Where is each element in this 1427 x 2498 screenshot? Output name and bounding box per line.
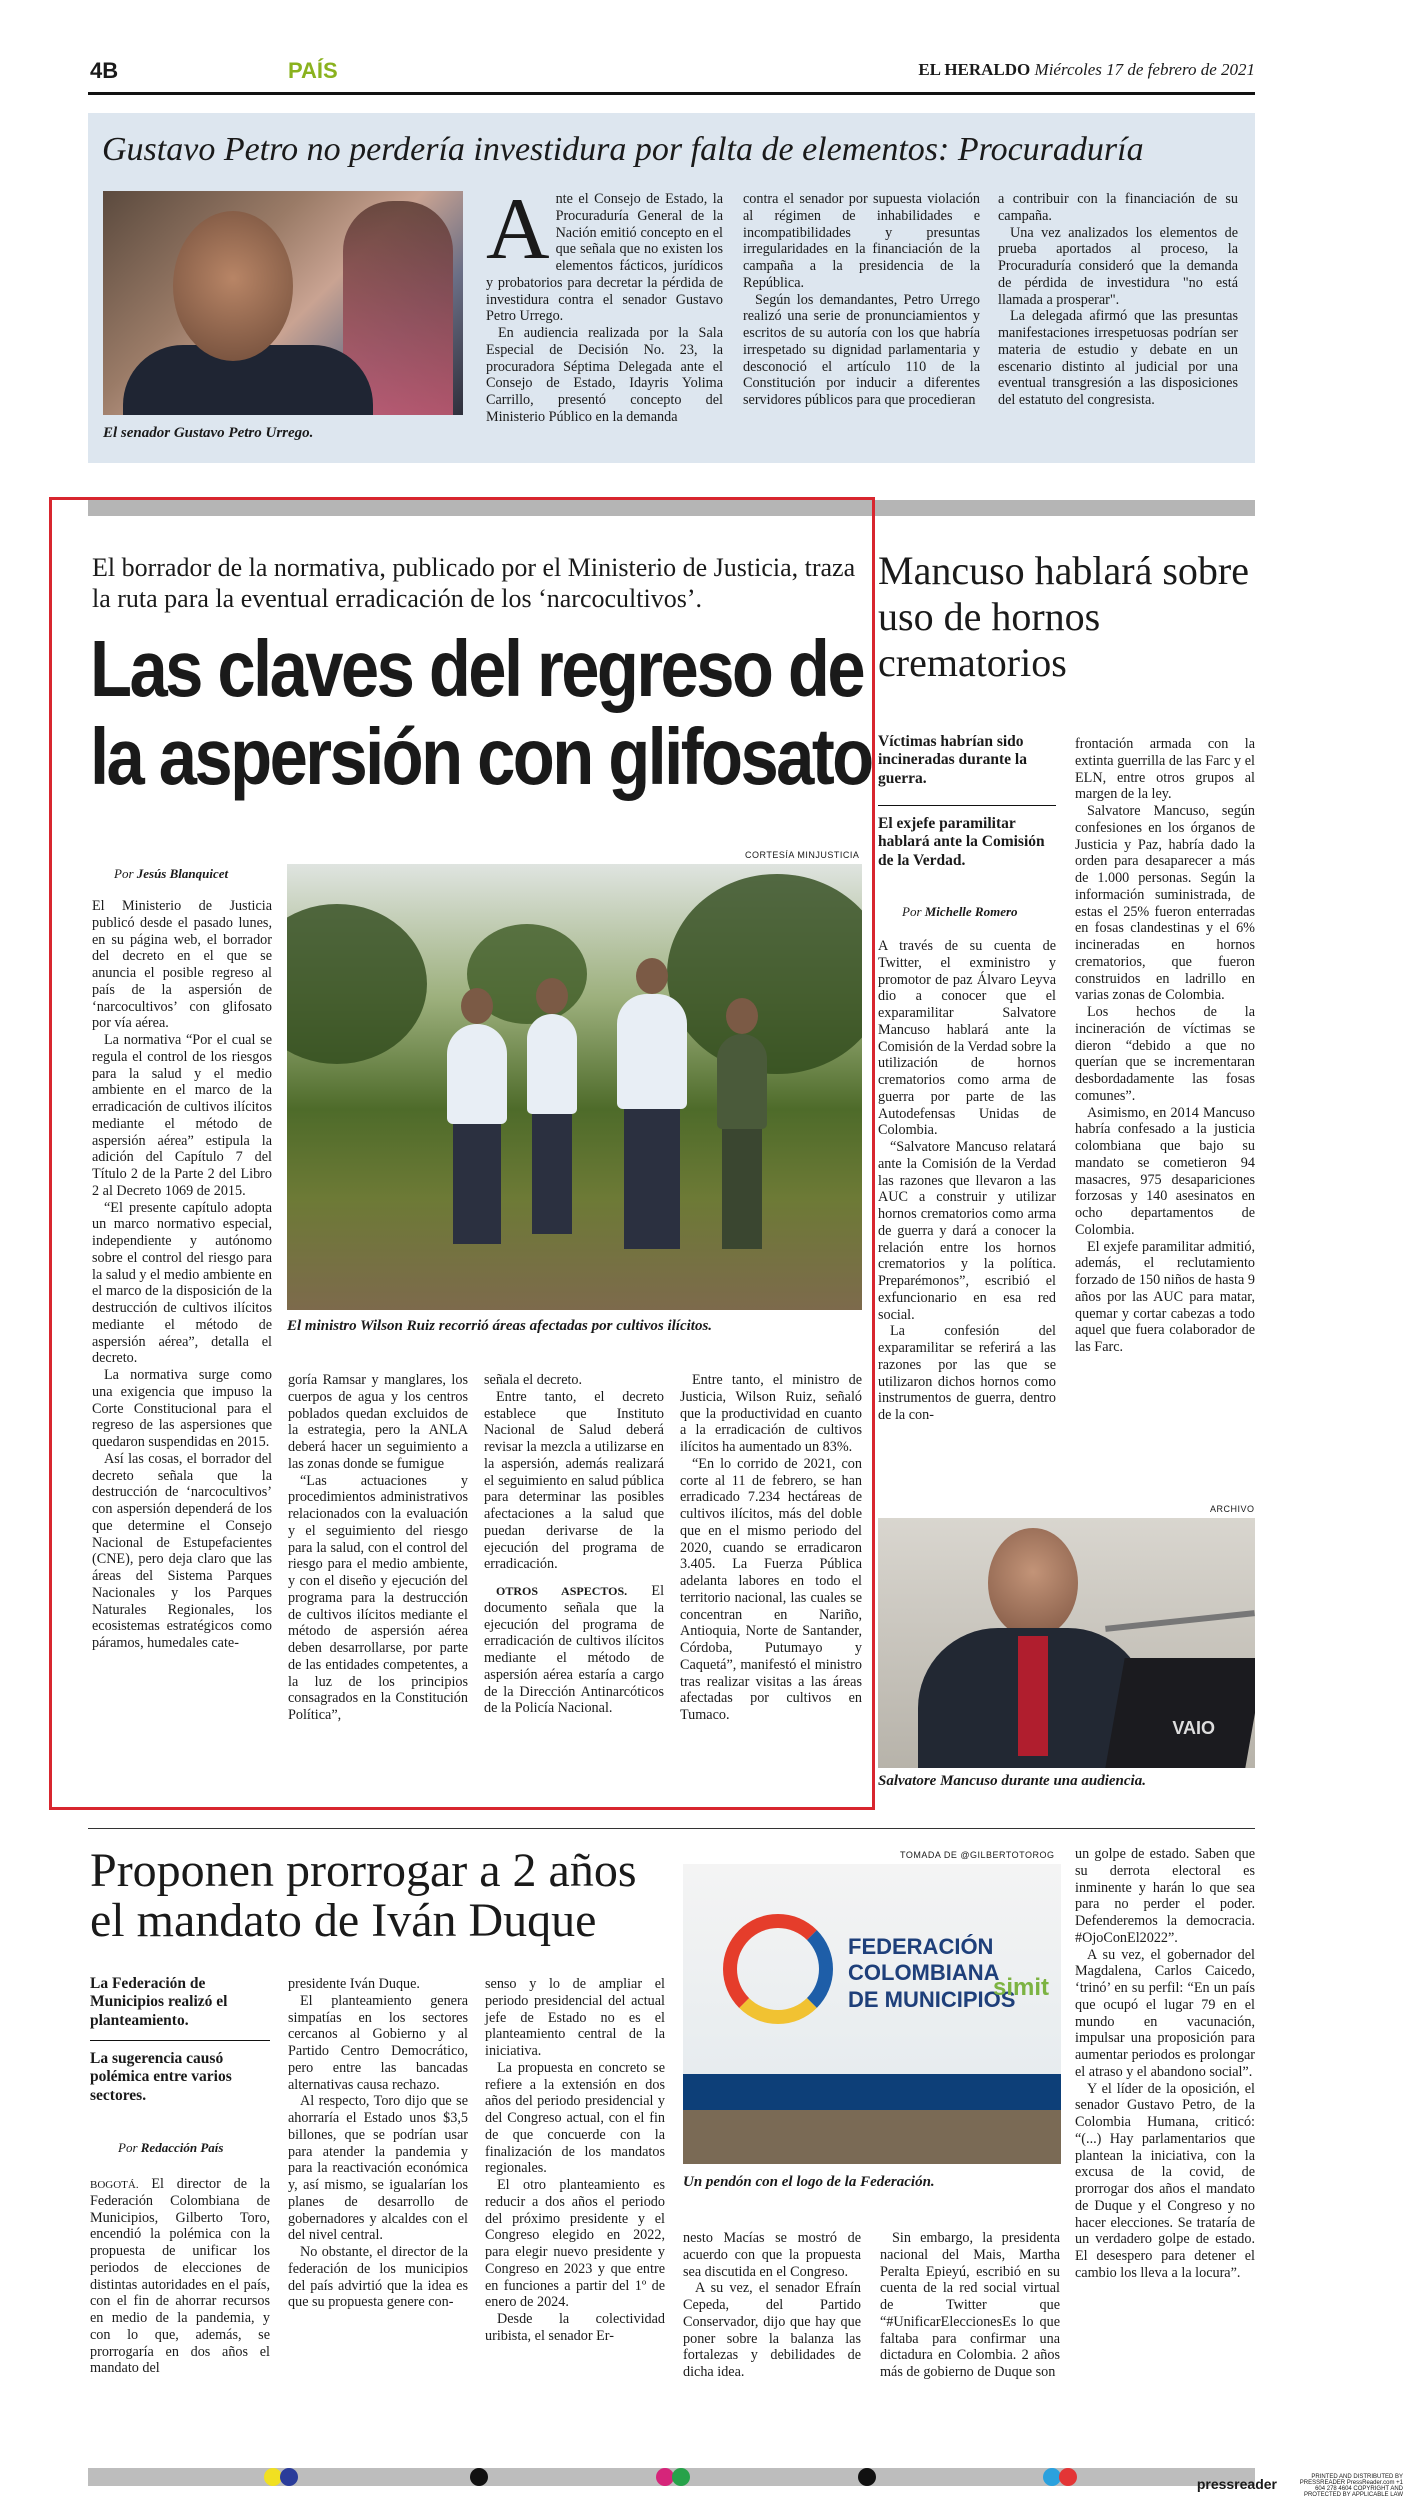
pressreader-logo[interactable]: pressreader [1196, 2476, 1277, 2492]
paragraph: senso y lo de ampliar el periodo presidencial del actual jefe de Estado no es el planteamiento central de la iniciativa. [485, 1976, 665, 2059]
bottom-col-4 [683, 2230, 861, 2381]
paragraph: “El presente capítulo adopta un marco normativo especial, independiente y autónomo sobre el control del riesgo para la salud y el medio ambiente en el marco de la disposición de la destrucción de cultivos ilícitos mediante el método de aspersión aérea”, detalla el decreto. [92, 1199, 272, 1367]
main-deck: El borrador de la normativa, publicado por el Ministerio de Justicia, traza la ruta para la eventual erradicación de los ‘narcocultivos’. [92, 553, 856, 614]
bottom-subhead-2: La sugerencia causó polémica entre varios sectores. [90, 2050, 232, 2104]
side-col-2 [1075, 736, 1255, 1356]
paragraph-text: El documento señala que la ejecución del programa de erradicación de cultivos ilícitos mediante el método de aspersión aérea estaría a cargo de la Dirección Antinarcóticos de la Policía Nacional. [484, 1583, 665, 1717]
paragraph: “Salvatore Mancuso relatará ante la Comisión de la Verdad las razones que llevaron a las AUC a construir y utilizar hornos crematorios como arma de guerra y dará a conocer la relación entre los hornos crematorios y la política. Preparémonos”, escribió el exfuncionario en esa red social. [878, 1139, 1056, 1323]
paragraph: El Ministerio de Justicia publicó desde el pasado lunes, en su página web, el borrador del decreto en el que se anuncia el posible regreso al país de la aspersión de ‘narcocultivos’ con glifosato por vía aérea. [92, 898, 272, 1032]
paragraph: Una vez analizados los elementos de prueba aportados al proceso, la Procuraduría consideró que la demanda de pérdida de investidura "no está llamada a prosperar". [998, 224, 1238, 308]
section-label[interactable]: PAÍS [288, 58, 338, 83]
simit-logo: simit [992, 1974, 1049, 2001]
header-rule [88, 92, 1255, 95]
paragraph: Al respecto, Toro dijo que se ahorraría el Estado unos $3,5 billones, que se podrían usar para atender la pandemia y para la reactivación económica y, así mismo, se igualarían los planes de desarrollo de gobernadores y alcaldes con el del nivel central. [288, 2093, 468, 2244]
paragraph: Según los demandantes, Petro Urrego realizó una serie de pronunciamientos y escritos de su autoría con los que habría irrespetado su dignidad parlamentaria y desconoció el artículo 110 de la Constitución por inducir a diferentes servidores públicos para que procedieran [743, 291, 980, 408]
registration-dot [672, 2468, 690, 2486]
bottom-photo-credit: TOMADA DE @GILBERTOTOROG [900, 1850, 1055, 1860]
person-figure [447, 1024, 507, 1124]
paragraph: El exjefe paramilitar admitió, además, el reclutamiento forzado de 150 niños de hasta 9 años por las AUC para matar, quemar y cortar cabezas a todo aquel que fuera colaborador de las Farc. [1075, 1238, 1255, 1355]
bottom-col-6 [1075, 1846, 1255, 2282]
paragraph: un golpe de estado. Saben que su derrota electoral es inminente y harán lo que sea para no perder el poder. Defenderemos la democracia. #OjoConEl2022”. [1075, 1846, 1255, 1946]
side-subhead-1: Víctimas habrían sido incineradas durante la guerra. [878, 733, 1027, 787]
petro-photo-caption: El senador Gustavo Petro Urrego. [103, 425, 314, 441]
bottom-col-2 [288, 1976, 468, 2311]
registration-dot [1059, 2468, 1077, 2486]
tree-shape [667, 874, 862, 1074]
paragraph: nesto Macías se mostró de acuerdo con que la propuesta sea discutida en el Congreso. [683, 2230, 861, 2280]
section-rule [88, 1828, 1255, 1829]
paragraph: Y el líder de la oposición, el senador Gustavo Petro, de la Colombia Humana, criticó: “(...) Hay parlamentarios que plantean la iniciativa, con la excusa de la covid, de prorrogar dos años el mandato de Duque y el Congreso y no hacer elecciones. Se trataría de un verdadero golpe de estado. El desespero para detener el cambio los lleva a la locura”. [1075, 2080, 1255, 2281]
paragraph: nte el Consejo de Estado, la Procuraduría General de la Nación emitió concepto en el que señala que no existen los elementos fácticos, jurídicos y probatorios para decretar la pérdida de investidura contra el senador Gustavo Petro Urrego. [486, 191, 723, 325]
paragraph: presidente Iván Duque. [288, 1976, 420, 1992]
main-col-4 [680, 1372, 862, 1724]
paragraph: a contribuir con la financiación de su campaña. [998, 191, 1238, 224]
banner-line: COLOMBIANA [848, 1960, 1000, 1986]
laptop-brand: VAIO [1172, 1718, 1215, 1738]
byline-prefix: Por [114, 866, 134, 881]
bottom-col-1 [90, 2176, 270, 2377]
paragraph: La propuesta en concreto se refiere a la extensión en dos años del periodo presidencial y del Congreso actual, con el fin de que concuerde con la finalización de los mandatos regionales. [485, 2059, 665, 2177]
petro-col-1 [486, 181, 723, 426]
main-photo-credit: CORTESÍA MINJUSTICIA [745, 850, 860, 860]
drop-cap: A [486, 181, 550, 278]
main-headline[interactable] [90, 624, 872, 801]
paragraph: No obstante, el director de la federación de los municipios del país advirtió que la idea es que su propuesta genere con- [288, 2244, 468, 2311]
microphone-shape [1105, 1610, 1255, 1632]
page-number: 4B [90, 58, 119, 83]
registration-dot [858, 2468, 876, 2486]
paragraph: goría Ramsar y manglares, los cuerpos de agua y los centros poblados quedan excluidos de la estrategia, pero la ANLA deberá hacer un seguimiento a las zonas donde se fumigue [288, 1372, 468, 1472]
dateline: BOGOTÁ. [90, 2179, 139, 2191]
face-shape [988, 1528, 1078, 1638]
registration-dot [470, 2468, 488, 2486]
bottom-col-5 [880, 2230, 1060, 2381]
registration-dot [280, 2468, 298, 2486]
main-col-1 [92, 898, 272, 1652]
petro-story-title[interactable]: Gustavo Petro no perdería investidura por falta de elementos: Procuraduría [102, 131, 1144, 168]
paragraph: La normativa “Por el cual se regula el control de los riesgos para la salud y el medio ambiente en el marco de la erradicación de cultivos ilícitos mediante el método de aspersión aérea” estipula la adición del Capítulo 7 del Título 2 de la Parte 2 del Libro 2 al Decreto 1069 de 2015. [92, 1032, 272, 1199]
minister-photo[interactable] [287, 864, 862, 1310]
byline-author[interactable]: Michelle Romero [924, 904, 1018, 919]
subhead-rule [90, 2040, 270, 2041]
bottom-col-3 [485, 1976, 665, 2345]
subhead-rule [878, 805, 1056, 806]
banner-line: FEDERACIÓN [848, 1934, 994, 1959]
paragraph [90, 2176, 270, 2377]
paragraph: Salvatore Mancuso, según confesiones en los órganos de Justicia y Paz, habría dado la orden para desaparecer a más de 1.000 personas. Según la información suministrada, de estas el 25% fueron enterradas en fosas clandestinas y el 6% incineradas en hornos crematorios, que fueron construidos en ladrillo en varias zonas de Colombia. [1075, 803, 1255, 1004]
side-photo-credit: ARCHIVO [1210, 1504, 1255, 1514]
paragraph: Entre tanto, el ministro de Justicia, Wilson Ruiz, señaló que la productividad en cuanto a la erradicación de cultivos ilícitos ha aumentado un 83%. [680, 1372, 862, 1455]
side-headline[interactable]: Mancuso hablará sobre uso de hornos crematorios [878, 548, 1249, 685]
paragraph: El planteamiento genera simpatías en los sectores cercanos al Gobierno y al Partido Centro Democrático, pero entre las bancadas alternativas causa rechazo. [288, 1992, 468, 2093]
paragraph: Los hechos de la incineración de víctimas se dieron “debido a que no querían que se incrementaran desbordadamente las fosas comunes”. [1075, 1004, 1255, 1104]
side-subhead-2: El exjefe paramilitar hablará ante la Comisión de la Verdad. [878, 815, 1045, 869]
person-figure [617, 994, 687, 1109]
main-photo-caption: El ministro Wilson Ruiz recorrió áreas afectadas por cultivos ilícitos. [287, 1318, 713, 1334]
paragraph [484, 1583, 664, 1717]
issue-date: Miércoles 17 de febrero de 2021 [1034, 60, 1255, 79]
paragraph: El otro planteamiento es reducir a dos años el periodo del próximo presidente y el Congreso elegido en 2022, para elegir nuevo presidente y Congreso en 2023 y que entre en funciones a partir del 1º de enero de 2024. [485, 2177, 665, 2311]
headline-line-1: Las claves del regreso de [90, 624, 864, 713]
paragraph: Asimismo, en 2014 Mancuso habría confesado a la justicia colombiana que bajo su mandato se cometieron 94 masacres, 975 desapariciones forzosas y 140 asesinatos en ocho departamentos de Colombia. [1075, 1104, 1255, 1238]
paragraph: “Las actuaciones y procedimientos administrativos relacionados con la evaluación y el seguimiento del riesgo para la salud, con el control del riesgo para el medio ambiente, y con el diseño y ejecución del programa para la destrucción de cultivos ilícitos mediante el método de aspersión aérea deben desarrollarse, por parte de las entidades competentes, a la luz de los principios consagrados en la Constitución Política”, [288, 1472, 468, 1723]
main-col-2 [288, 1372, 468, 1724]
subhead-label: OTROS ASPECTOS. [496, 1584, 628, 1598]
main-col-3 [484, 1372, 664, 1717]
side-col-1 [878, 938, 1056, 1424]
main-byline [114, 866, 228, 882]
byline-author[interactable]: Jesús Blanquicet [136, 866, 229, 881]
paragraph: Entre tanto, el decreto establece que Instituto Nacional de Salud deberá revisar la mezcla a utilizarse en la aspersión, además realizará el seguimiento en salud pública para determinar las posibles afectaciones a la salud que puedan derivarse de la ejecución del programa de erradicación. [484, 1388, 664, 1573]
tie-shape [1018, 1636, 1048, 1756]
bottom-photo-caption: Un pendón con el logo de la Federación. [683, 2174, 935, 2190]
laptop-shape [1105, 1658, 1255, 1768]
paragraph-text: El director de la Federación Colombiana de Municipios, Gilberto Toro, encendió la polémica con la propuesta de unificar los periodos de elecciones de distintas autoridades en el país, con el fin de ahorrar recursos en medio de la pandemia, y con lo que, además, se prorrogaría en dos años el mandato del [90, 2176, 270, 2377]
petro-story-box [88, 113, 1255, 463]
bottom-headline[interactable] [90, 1846, 690, 1947]
pressreader-notice: PRINTED AND DISTRIBUTED BY PRESSREADER PressReader.com +1 604 278 4604 COPYRIGHT AND PROTECTED BY APPLICABLE LAW [1299, 2474, 1403, 2498]
federation-logo-icon [723, 1914, 833, 2024]
side-byline [902, 904, 1018, 920]
bottom-byline [118, 2140, 223, 2156]
masthead [918, 60, 1255, 80]
byline-prefix: Por [902, 904, 922, 919]
petro-col-2 [743, 191, 980, 409]
paragraph: señala el decreto. [484, 1372, 583, 1388]
bottom-subhead-1: La Federación de Municipios realizó el planteamiento. [90, 1975, 228, 2029]
paragraph: La normativa surge como una exigencia que impuso la Corte Constitucional para el regreso de las aspersiones que quedaron suspendidas en 2015. [92, 1367, 272, 1450]
federation-banner-photo[interactable] [683, 1864, 1061, 2164]
mancuso-photo[interactable] [878, 1518, 1255, 1768]
petro-col-3 [998, 191, 1238, 409]
paragraph: Sin embargo, la presidenta nacional del Mais, Martha Peralta Epieyú, escribió en su cuenta de la red social virtual de Twitter que “#UnificarEleccionesEs lo que faltaba para confirmar una dictadura en Colombia. 2 años más de gobierno de Duque son [880, 2230, 1060, 2380]
paragraph: A su vez, el gobernador del Magdalena, Carlos Caicedo, ‘trinó’ en su perfil: “En un país que ocupó el lugar 79 en el mundo en vacunación, impulsar una proposición para aumentar periodos es prolongar el atraso y el abandono social”. [1075, 1946, 1255, 2080]
side-photo-caption: Salvatore Mancuso durante una audiencia. [878, 1773, 1146, 1789]
paragraph: En audiencia realizada por la Sala Especial de Decisión No. 23, la procuradora Séptima Delegada ante el Consejo de Estado, Idayris Yolima Carrillo, presentó concepto del Ministerio Público en la demanda [486, 325, 723, 425]
face-shape [173, 211, 293, 361]
paragraph: contra el senador por supuesta violación al régimen de inhabilidades e incompatibilidades y presuntas irregularidades en la financiación de la campaña a la presidencia de la República. [743, 191, 980, 291]
headline-line-2: la aspersión con glifosato [90, 712, 872, 801]
byline-author[interactable]: Redacción País [140, 2140, 224, 2155]
banner-text [848, 1934, 1015, 2013]
paragraph: A través de su cuenta de Twitter, el exministro y promotor de paz Álvaro Leyva dio a conocer que el exparamilitar Salvatore Mancuso hablará ante la Comisión de la Verdad sobre la utilización de hornos crematorios como arma de guerra por parte de las Autodefensas Unidas de Colombia. [878, 938, 1056, 1139]
tree-shape [287, 904, 427, 1064]
paragraph: Así las cosas, el borrador del decreto señala que la destrucción de ‘narcocultivos’ con aspersión dependerá de los que determine el Consejo Nacional de Estupefacientes (CNE), pero deja claro que las áreas del Sistema Parques Nacionales y los Parques Naturales Regionales, los ecosistemas estratégicos como páramos, humedales cate- [92, 1450, 272, 1651]
banner-line: DE MUNICIPIOS [848, 1986, 1016, 2012]
paragraph: frontación armada con la extinta guerrilla de las Farc y el ELN, entre otros grupos al margen de la ley. [1075, 736, 1255, 803]
petro-photo[interactable] [103, 191, 463, 415]
headline-line-2: el mandato de Iván Duque [90, 1894, 597, 1948]
paragraph: Desde la colectividad uribista, el senador Er- [485, 2311, 665, 2344]
headline-line-1: Proponen prorrogar a 2 años [90, 1844, 637, 1897]
paragraph: “En lo corrido de 2021, con corte al 11 de febrero, se han erradicado 7.234 hectáreas de cultivos ilícitos, más del doble que en el mismo periodo del 2020, cuando se erradicaron 3.405. La Fuerza Pública adelanta labores en todo el territorio nacional, las cuales se concentran en Nariño, Antioquia, Norte de Santander, Córdoba, Putumayo y Caquetá”, manifestó el ministro tras realizar visitas a las áreas afectadas por cultivos en Tumaco. [680, 1455, 862, 1723]
byline-prefix: Por [118, 2140, 138, 2155]
person-figure [717, 1034, 767, 1129]
paragraph: La delegada afirmó que las presuntas manifestaciones irrespetuosas podrían ser materia de estudio y debate en un escenario distinto al judicial por una eventual transgresión a las disposiciones del estatuto del congresista. [998, 308, 1238, 408]
paragraph: A su vez, el senador Efraín Cepeda, del Partido Conservador, dijo que hay que poner sobre la balanza las fortalezas y debilidades de dicha idea. [683, 2280, 861, 2380]
paragraph: La confesión del exparamilitar se referirá a las razones por las que se utilizaron dichos hornos como instrumentos de guerra, dentro de la con- [878, 1323, 1056, 1423]
person-figure [527, 1014, 577, 1114]
paper-name: EL HERALDO [918, 60, 1031, 79]
